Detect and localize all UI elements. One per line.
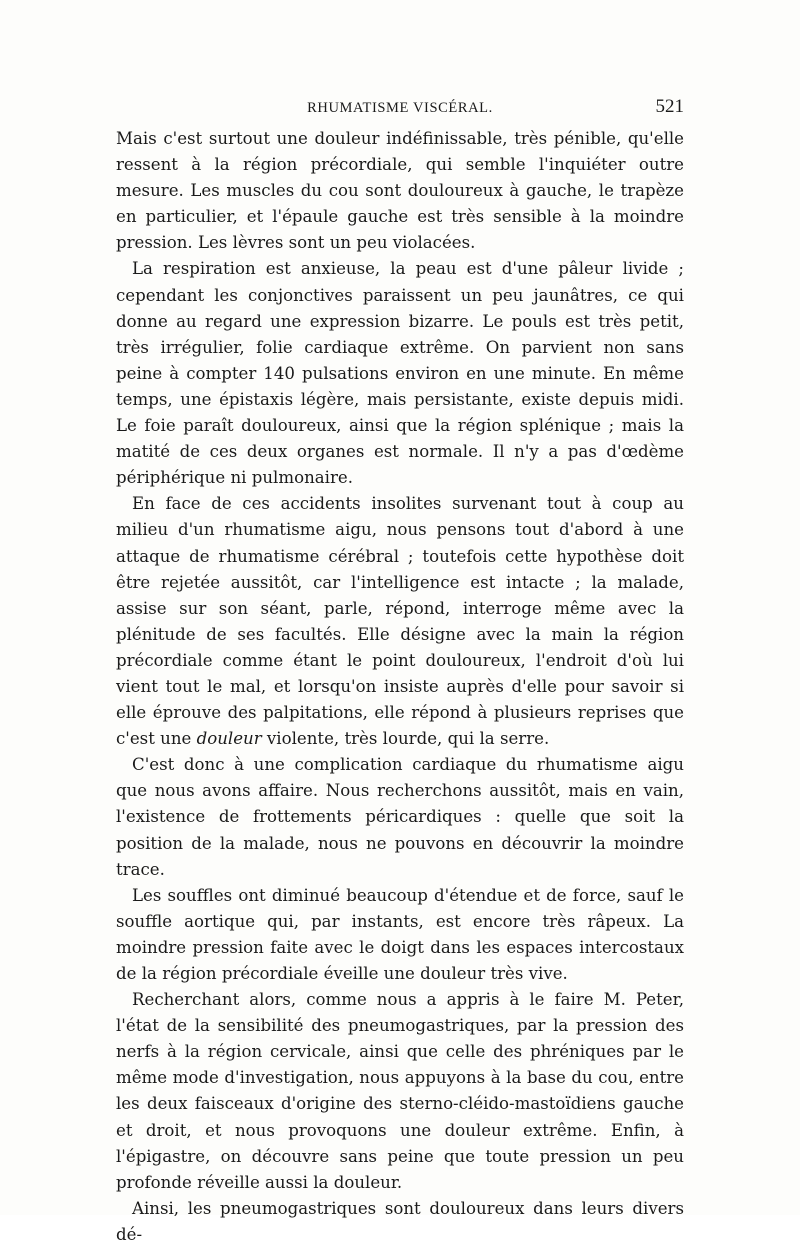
paragraph-3 (116, 491, 684, 752)
paragraph-3-text-after: violente, très lourde, qui la serre. (261, 729, 550, 749)
paragraph-5: Les souffles ont diminué beaucoup d'étendue et de force, sauf le souffle aortique qui, par instants, est encore très râpeux. La moindre pression faite avec le doigt dans les espaces intercostaux de la région précordiale éveille une douleur très vive. (116, 885, 684, 983)
paragraph-3-italic-word: douleur (196, 729, 262, 749)
body-text (116, 126, 684, 1248)
page-number: 521 (655, 96, 684, 117)
paragraph-6: Recherchant alors, comme nous a appris à le faire M. Peter, l'état de la sensibilité des pneumogastriques, par la pression des nerfs à la région cervicale, ainsi que celle des phréniques par le même mode d'investigation, nous appuyons à la base du cou, entre les deux faisceaux d'origine des sterno-cléido-mastoïdiens gauche et droit, et nous provoquons une douleur extrême. Enfin, à l'épigastre, on découvre sans peine que toute pression un peu profonde réveille aussi la douleur. (116, 990, 684, 1192)
running-head (116, 96, 684, 124)
paragraph-7: Ainsi, les pneumogastriques sont douloureux dans leurs divers dé- (116, 1198, 684, 1244)
paragraph-1: Mais c'est surtout une douleur indéfinissable, très pénible, qu'elle ressent à la région précordiale, qui semble l'inquiéter outre mesure. Les muscles du cou sont douloureux à gauche, le trapèze en particulier, et l'épaule gauche est très sensible à la moindre pression. Les lèvres sont un peu violacées. (116, 129, 684, 253)
paragraph-3-text-before: En face de ces accidents insolites survenant tout à coup au milieu d'un rhumatisme aigu, nous pensons tout d'abord à une attaque de rhumatisme cérébral ; toutefois cette hypothèse doit être rejetée aussitôt, car l'intelligence est intacte ; la malade, assise sur son séant, parle, répond, interroge même avec la plénitude de ses facultés. Elle désigne avec la main la région précordiale comme étant le point douloureux, l'endroit d'où lui vient tout le mal, et lorsqu'on insiste auprès d'elle pour savoir si elle éprouve des palpitations, elle répond à plusieurs reprises que c'est une (116, 494, 684, 749)
running-title: RHUMATISME VISCÉRAL. (307, 100, 493, 116)
paragraph-4: C'est donc à une complication cardiaque du rhumatisme aigu que nous avons affaire. Nous recherchons aussitôt, mais en vain, l'existence de frottements péricardiques : quelle que soit la position de la malade, nous ne pouvons en découvrir la moindre trace. (116, 755, 684, 879)
paragraph-2: La respiration est anxieuse, la peau est d'une pâleur livide ; cependant les conjonctives paraissent un peu jaunâtres, ce qui donne au regard une expression bizarre. Le pouls est très petit, très irrégulier, folie cardiaque extrême. On parvient non sans peine à compter 140 pulsations environ en une minute. En même temps, une épistaxis légère, mais persistante, existe depuis midi. Le foie paraît douloureux, ainsi que la région splénique ; mais la matité de ces deux organes est normale. Il n'y a pas d'œdème périphérique ni pulmonaire. (116, 259, 684, 488)
